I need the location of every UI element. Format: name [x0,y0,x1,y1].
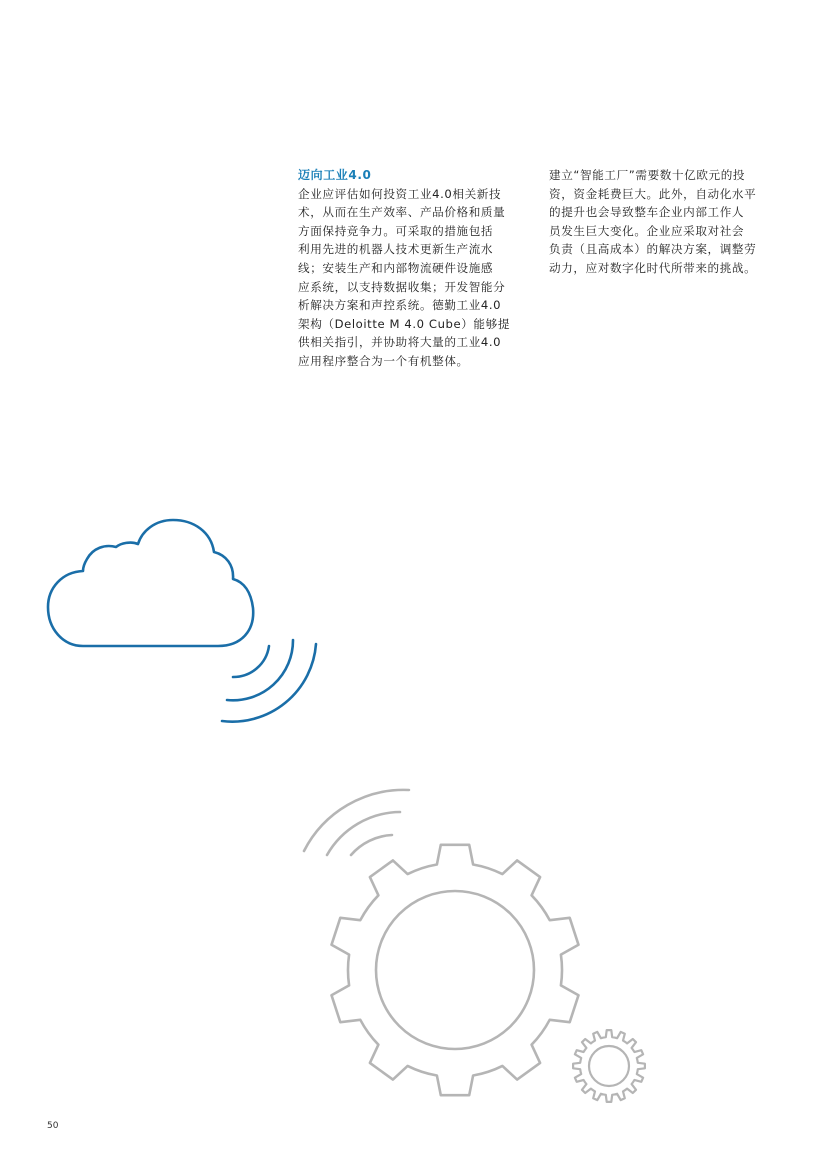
paragraph-line: 资，资金耗费巨大。此外，自动化水平 [549,186,757,201]
paragraph-line: 析解决方案和声控系统。德勤工业4.0 [298,298,502,313]
page-number: 50 [47,1121,59,1131]
large-gear-icon [332,845,579,1095]
paragraph-line: 架构（Deloitte M 4.0 Cube）能够提 [298,316,511,331]
paragraph-line: 线；安装生产和内部物流硬件设施感 [298,260,494,275]
wireless-signal-icon [304,790,409,855]
paragraph-line: 负责（且高成本）的解决方案，调整劳 [549,242,757,257]
paragraph-line: 应系统，以支持数据收集；开发智能分 [298,279,506,294]
paragraph-line: 供相关指引，并协助将大量的工业4.0 [298,335,502,350]
paragraph-line: 员发生巨大变化。企业应采取对社会 [549,223,745,238]
paragraph-line: 企业应评估如何投资工业4.0相关新技 [298,186,502,201]
paragraph-line: 应用程序整合为一个有机整体。 [298,353,469,368]
section-heading: 迈向工业4.0 [298,168,372,182]
paragraph-line: 利用先进的机器人技术更新生产流水 [298,242,494,257]
paragraph-line: 术，从而在生产效率、产品价格和质量 [298,205,506,220]
wireless-signal-icon [222,640,316,722]
cloud-icon [48,520,253,646]
paragraph-line: 动力，应对数字化时代所带来的挑战。 [549,260,757,275]
paragraph-line: 建立“智能工厂”需要数十亿欧元的投 [549,168,746,182]
paragraph-line: 方面保持竞争力。可采取的措施包括 [298,223,494,238]
small-gear-icon [573,1030,645,1102]
paragraph-line: 的提升也会导致整车企业内部工作人 [549,205,745,220]
